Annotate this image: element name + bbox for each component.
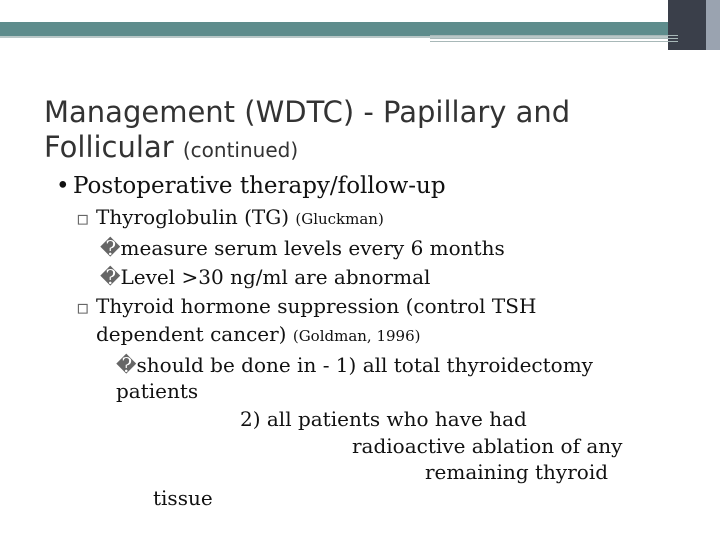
bullet-thyroid-suppression-line1: Thyroid hormone suppression (control TSH	[96, 294, 537, 318]
slide-title-line1: Management (WDTC) - Papillary and	[44, 95, 571, 129]
sub-bullet-icon: �	[100, 265, 121, 289]
sub-bullet-tissue: tissue	[153, 486, 213, 510]
bullet-level1-icon: •	[56, 173, 70, 199]
bullet-thyroid-suppression-line2	[96, 322, 421, 346]
bullet-level2-icon: ▫	[76, 206, 90, 230]
slide-title	[44, 95, 570, 168]
thyroglobulin-label: Thyroglobulin (TG)	[96, 205, 289, 229]
sub-bullet-icon: �	[116, 353, 137, 377]
sub-bullet-should-text: should be done in - 1) all total thyroidectomy	[136, 353, 593, 377]
corner-decoration-edge	[706, 0, 720, 50]
bullet-thyroglobulin	[96, 205, 384, 229]
sub-bullet-level	[100, 265, 430, 289]
thyroglobulin-citation: (Gluckman)	[295, 210, 384, 228]
sub-bullet-remaining: remaining thyroid	[425, 460, 609, 484]
sub-bullet-measure	[100, 236, 505, 260]
sub-bullet-should-cont: patients	[116, 379, 199, 403]
sub-bullet-all-patients: 2) all patients who have had	[240, 407, 527, 431]
slide-title-line2	[44, 130, 570, 168]
slide-title-suffix: (continued)	[182, 138, 299, 162]
sub-bullet-level-text: Level >30 ng/ml are abnormal	[120, 265, 431, 289]
thyroid-suppression-label: dependent cancer)	[96, 322, 287, 346]
bullet-level2-icon: ▫	[76, 295, 90, 319]
header-texture-lines	[430, 34, 678, 44]
slide-title-main: Follicular	[44, 130, 174, 164]
sub-bullet-measure-text: measure serum levels every 6 months	[120, 236, 505, 260]
sub-bullet-should	[116, 353, 593, 377]
sub-bullet-radioactive: radioactive ablation of any	[352, 434, 623, 458]
bullet-postoperative: Postoperative therapy/follow-up	[73, 173, 446, 199]
thyroid-suppression-citation: (Goldman, 1996)	[292, 327, 421, 345]
sub-bullet-icon: �	[100, 236, 121, 260]
